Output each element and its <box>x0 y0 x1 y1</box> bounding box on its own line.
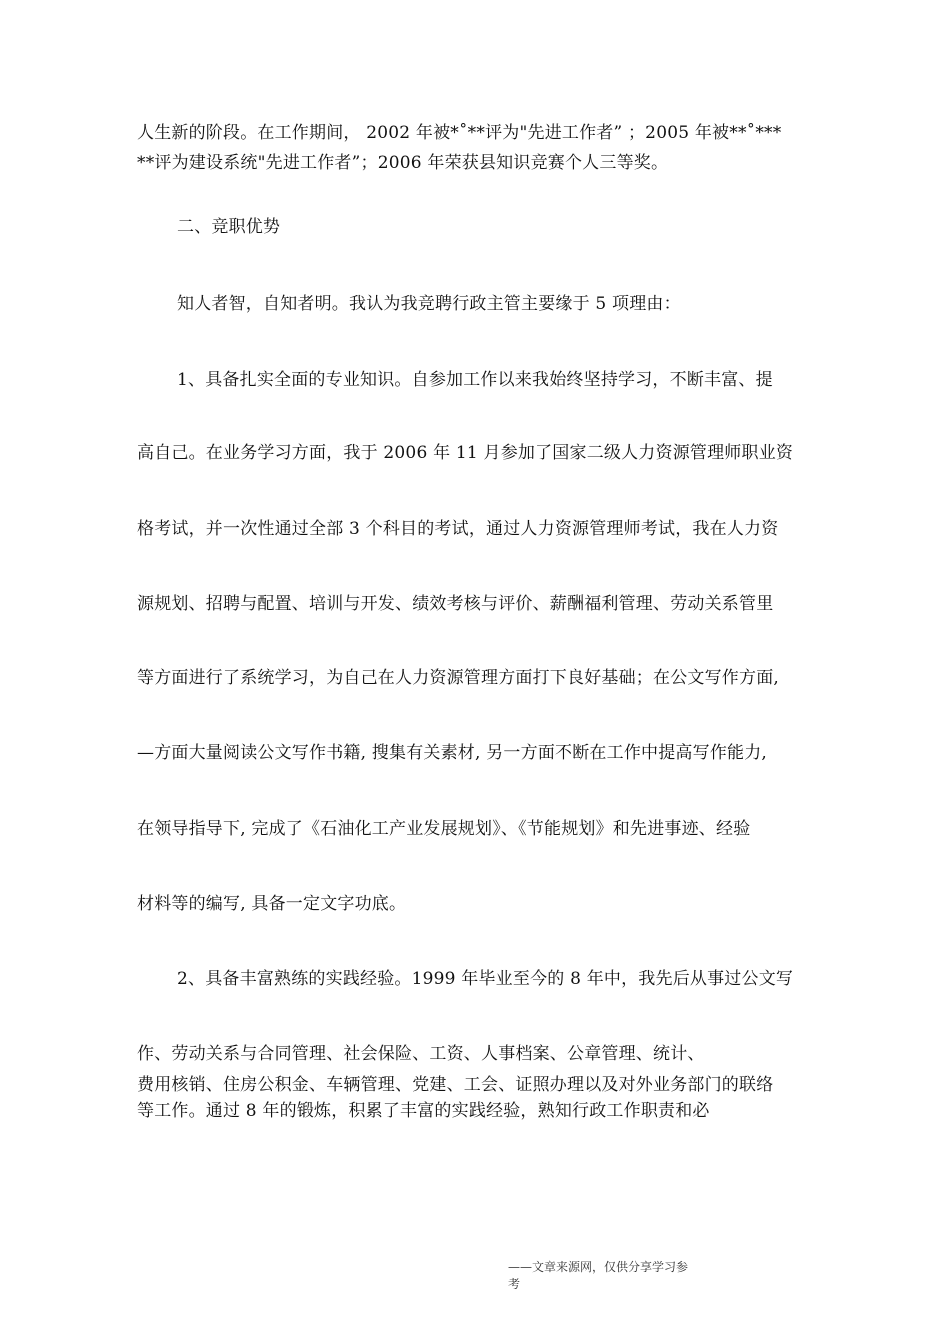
paragraph-line-13: 作、劳动关系与合同管理、社会保险、工资、人事档案、公章管理、统计、 <box>137 1044 705 1064</box>
paragraph-line-8: 等方面进行了系统学习，为自己在人力资源管理方面打下良好基础；在公文写作方面, <box>137 668 780 688</box>
paragraph-line-10: 在领导指导下, 完成了《石油化工产业发展规划》、《节能规划》和先进事迹、经验 <box>137 819 751 839</box>
paragraph-line-11: 材料等的编写, 具备一定文字功底。 <box>137 894 407 914</box>
paragraph-line-15: 等工作。通过 8 年的锻炼，积累了丰富的实践经验，熟知行政工作职责和必 <box>137 1101 710 1121</box>
footer-source-line-2: 考 <box>508 1277 521 1291</box>
paragraph-line-12: 2、具备丰富熟练的实践经验。1999 年毕业至今的 8 年中，我先后从事过公文写 <box>177 969 794 989</box>
paragraph-line-7: 源规划、招聘与配置、培训与开发、绩效考核与评价、薪酬福利管理、劳动关系管里 <box>137 594 774 614</box>
paragraph-line-4: 1、具备扎实全面的专业知识。自参加工作以来我始终坚持学习，不断丰富、提 <box>177 370 773 390</box>
paragraph-line-3: 知人者智，自知者明。我认为我竞聘行政主管主要缘于 5 项理由： <box>177 294 681 314</box>
paragraph-line-2: **评为建设系统"先进工作者”；2006 年荣获县知识竞赛个人三等奖。 <box>137 153 669 173</box>
paragraph-line-1: 人生新的阶段。在工作期间， 2002 年被*˚**评为"先进工作者” ；2005 年被**˚*** <box>137 123 782 143</box>
paragraph-line-9: —方面大量阅读公文写作书籍, 搜集有关素材, 另一方面不断在工作中提高写作能力, <box>137 743 768 763</box>
paragraph-line-14: 费用核销、住房公积金、车辆管理、党建、工会、证照办理以及对外业务部门的联络 <box>137 1075 774 1095</box>
section-heading: 二、竞职优势 <box>177 217 281 237</box>
paragraph-line-5: 高自己。在业务学习方面，我于 2006 年 11 月参加了国家二级人力资源管理师职业资 <box>137 443 794 463</box>
footer-source-line-1: ——文章来源网，仅供分享学习参 <box>508 1260 689 1274</box>
paragraph-line-6: 格考试，并一次性通过全部 3 个科目的考试，通过人力资源管理师考试，我在人力资 <box>137 519 779 539</box>
